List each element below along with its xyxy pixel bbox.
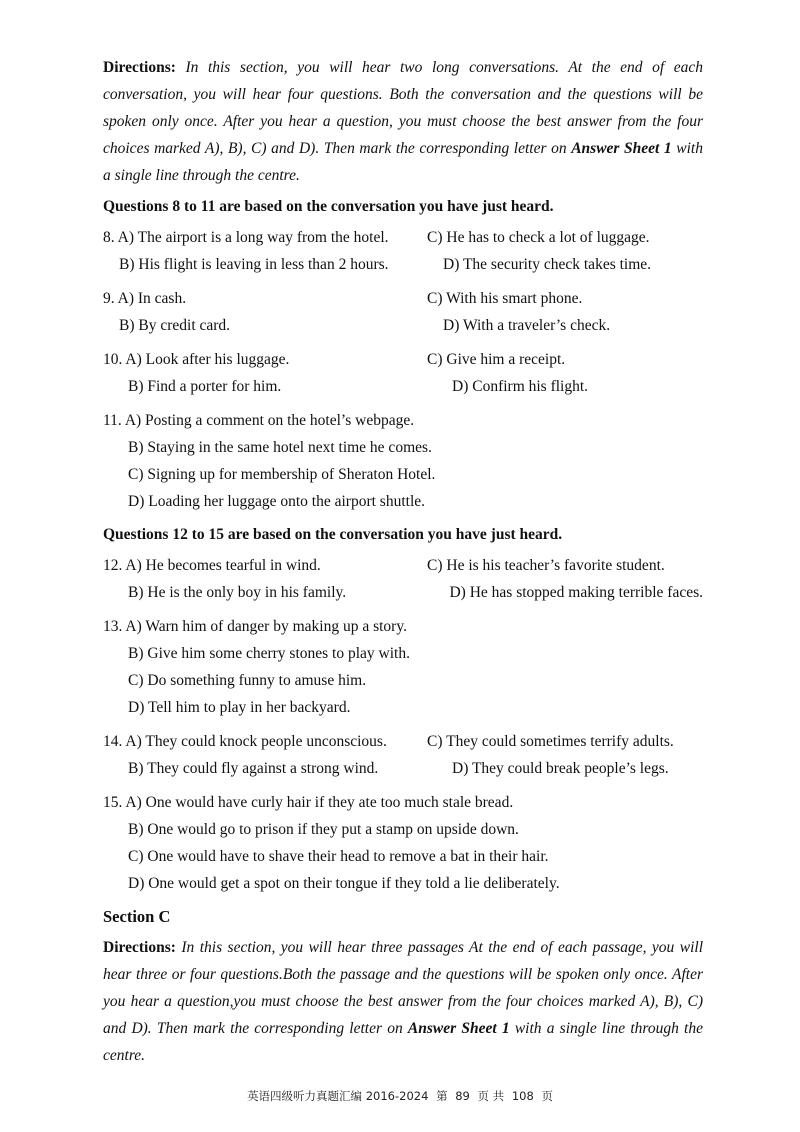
page-content [103, 54, 703, 1069]
option-a: 14. A) They could knock people unconscious. [103, 733, 387, 750]
footer-page-mid: 页 共 [477, 1089, 505, 1103]
directions-text: In this section, you will hear two long conversations. At the end of each conversation, you will hear four questions. Both the conversation and the questions will be spoken only once. After you hear a question, you must choose the best answer from the four choices marked A), B), C) and D). Then mark the corresponding letter on [103, 59, 703, 157]
option-c: C) He is his teacher’s favorite student. [427, 557, 665, 574]
answer-sheet-label: Answer Sheet 1 [407, 1020, 510, 1037]
option-a: 12. A) He becomes tearful in wind. [103, 557, 321, 574]
footer-page-suffix: 页 [541, 1089, 553, 1103]
option-d: D) They could break people’s legs. [452, 760, 669, 777]
option-b: B) Give him some cherry stones to play with. [128, 645, 410, 662]
question-group-heading: Questions 12 to 15 are based on the conversation you have just heard. [103, 526, 563, 543]
option-d: D) The security check takes time. [443, 256, 652, 273]
question-14 [103, 728, 703, 782]
answer-sheet-label: Answer Sheet 1 [571, 140, 672, 157]
option-b: B) By credit card. [119, 317, 231, 334]
option-b: B) His flight is leaving in less than 2 hours. [119, 256, 389, 273]
directions-paragraph [103, 54, 703, 189]
option-a: 15. A) One would have curly hair if they ate too much stale bread. [103, 794, 514, 811]
directions-label: Directions: [103, 939, 176, 956]
option-d: D) Tell him to play in her backyard. [128, 699, 351, 716]
directions-label: Directions: [103, 59, 176, 76]
option-c: C) One would have to shave their head to remove a bat in their hair. [128, 848, 549, 865]
directions-text-end: with a single line through the centre. [103, 140, 703, 184]
option-c: C) He has to check a lot of luggage. [427, 229, 650, 246]
option-a: 8. A) The airport is a long way from the hotel. [103, 229, 389, 246]
question-13 [103, 613, 703, 721]
section-title: Section C [103, 907, 171, 926]
option-c: C) Give him a receipt. [427, 351, 566, 368]
option-d: D) He has stopped making terrible faces. [449, 584, 703, 601]
option-d: D) One would get a spot on their tongue if they told a lie deliberately. [128, 875, 560, 892]
footer-total-pages: 108 [511, 1089, 534, 1103]
option-a: 13. A) Warn him of danger by making up a story. [103, 618, 407, 635]
question-15 [103, 789, 703, 897]
option-a: 9. A) In cash. [103, 290, 187, 307]
option-d: D) Loading her luggage onto the airport shuttle. [128, 493, 426, 510]
question-12 [103, 552, 703, 606]
option-c: C) They could sometimes terrify adults. [427, 733, 674, 750]
directions-text-end: with a single line through the centre. [103, 1020, 703, 1064]
footer-title: 英语四级听力真题汇编 2016-2024 [247, 1089, 429, 1103]
option-b: B) One would go to prison if they put a stamp on upside down. [128, 821, 519, 838]
section-c-directions [103, 934, 703, 1069]
directions-text: In this section, you will hear three passages At the end of each passage, you will hear three or four questions.Both the passage and the questions will be spoken only once. After you hear a question,you must choose the best answer from the four choices marked A), B), C) and D). Then mark the corresponding letter on [103, 939, 703, 1037]
option-a: 10. A) Look after his luggage. [103, 351, 290, 368]
option-d: D) Confirm his flight. [452, 378, 589, 395]
question-9 [103, 285, 703, 339]
option-c: C) Signing up for membership of Sheraton Hotel. [128, 466, 436, 483]
option-b: B) Staying in the same hotel next time he comes. [128, 439, 432, 456]
option-c: C) Do something funny to amuse him. [128, 672, 367, 689]
option-c: C) With his smart phone. [427, 290, 583, 307]
option-b: B) Find a porter for him. [128, 378, 282, 395]
option-b: B) He is the only boy in his family. [128, 584, 347, 601]
page-footer [0, 1088, 800, 1104]
question-8 [103, 224, 703, 278]
option-d: D) With a traveler’s check. [443, 317, 611, 334]
question-11 [103, 407, 703, 515]
question-group-heading: Questions 8 to 11 are based on the conversation you have just heard. [103, 198, 554, 215]
footer-page-prefix: 第 [436, 1089, 448, 1103]
option-a: 11. A) Posting a comment on the hotel’s webpage. [103, 412, 415, 429]
question-10 [103, 346, 703, 400]
footer-page-number: 89 [455, 1089, 470, 1103]
option-b: B) They could fly against a strong wind. [128, 760, 379, 777]
